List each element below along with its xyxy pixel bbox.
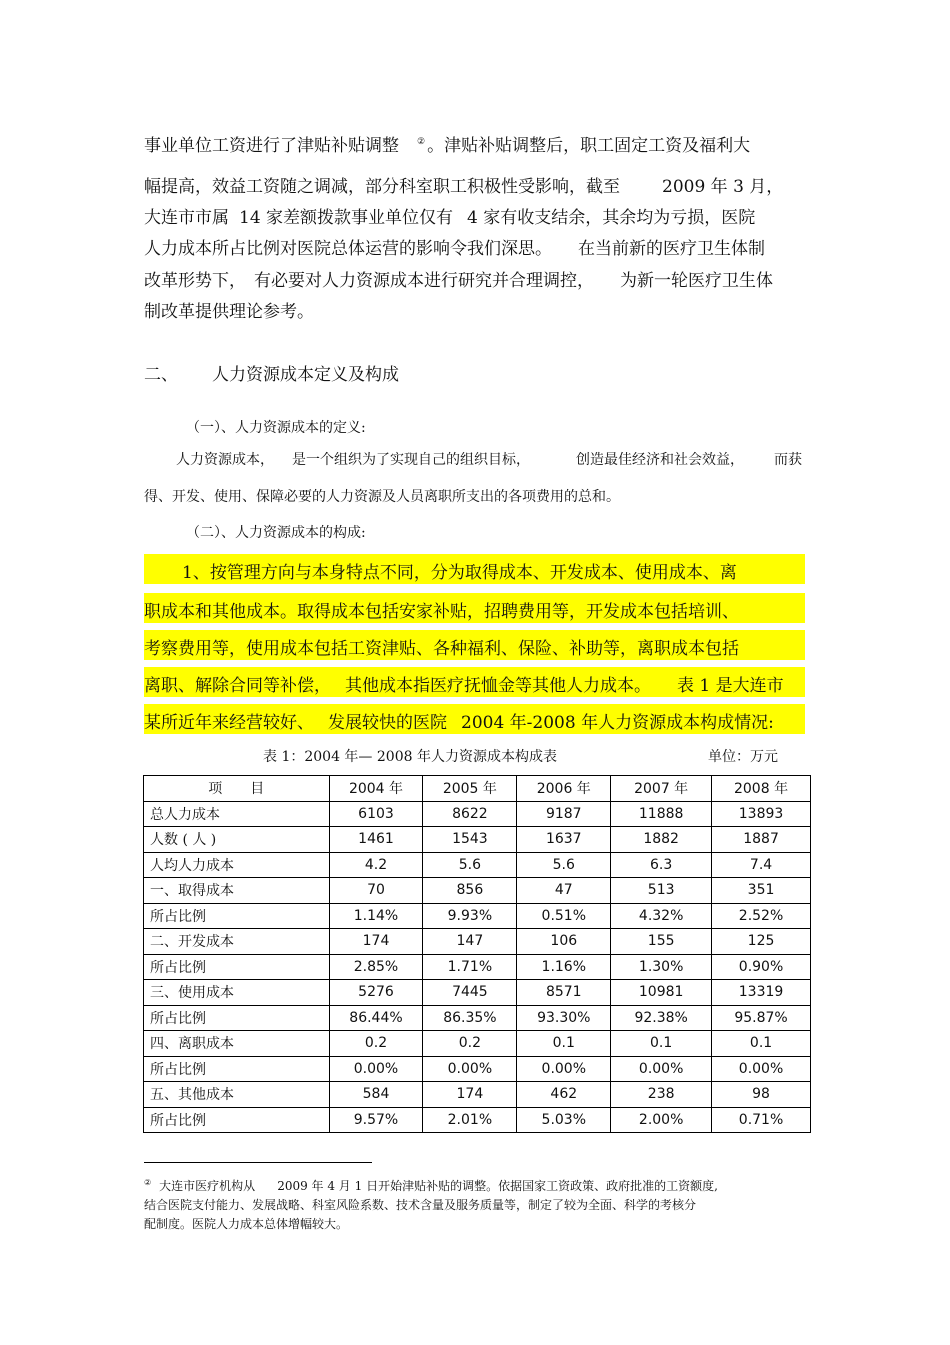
cell-value: 1543 xyxy=(423,827,517,853)
cell-value: 2.01% xyxy=(423,1107,517,1133)
text: 在当前新的医疗卫生体制 xyxy=(578,239,765,259)
text: 人力资源成本， xyxy=(176,452,274,468)
cell-value: 2.00% xyxy=(611,1107,712,1133)
cell-value: 9.93% xyxy=(423,903,517,929)
text: 职成本和其他成本。取得成本包括安家补贴，招聘费用等，开发成本包括培训、 xyxy=(144,602,739,622)
table-row xyxy=(144,801,811,827)
cell-value: 0.2 xyxy=(423,1031,517,1057)
cell-value: 0.1 xyxy=(712,1031,811,1057)
table-row xyxy=(144,852,811,878)
cell-value: 5276 xyxy=(329,980,423,1006)
cell-value: 351 xyxy=(712,878,811,904)
cell-value: 7.4 xyxy=(712,852,811,878)
paragraph-line xyxy=(144,172,783,197)
text: 制改革提供理论参考。 xyxy=(144,302,314,322)
cell-value: 1.14% xyxy=(329,903,423,929)
cell-value: 0.1 xyxy=(611,1031,712,1057)
footnote-ref[interactable]: ② xyxy=(417,137,426,148)
cell-value: 93.30% xyxy=(517,1005,611,1031)
highlight-line xyxy=(144,597,739,622)
text: 考察费用等，使用成本包括工资津贴、各种福利、保险、补助等，离职成本包括 xyxy=(144,639,739,659)
footnote-divider xyxy=(144,1162,372,1163)
row-label: 人均人力成本 xyxy=(144,852,330,878)
highlight-line xyxy=(144,708,774,733)
cell-value: 0.71% xyxy=(712,1107,811,1133)
cell-value: 462 xyxy=(517,1082,611,1108)
cell-value: 4.32% xyxy=(611,903,712,929)
text: 表 1 是大连市 xyxy=(677,676,784,696)
cell-value: 13893 xyxy=(712,801,811,827)
cell-value: 0.51% xyxy=(517,903,611,929)
text: 2009 年 3 月， xyxy=(662,177,784,197)
footnote-mark: ② xyxy=(144,1178,152,1187)
text: 得、开发、使用、保障必要的人力资源及人员离职所支出的各项费用的总和。 xyxy=(144,489,620,505)
text: 有必要对人力资源成本进行研究并合理调控， xyxy=(254,271,594,291)
text: 1、按管理方向与本身特点不同，分为取得成本、开发成本、使用成本、离 xyxy=(182,563,737,583)
cell-value: 7445 xyxy=(423,980,517,1006)
cell-value: 8571 xyxy=(517,980,611,1006)
text: 人力资源成本定义及构成 xyxy=(212,365,399,385)
table-caption: 表 1：2004 年— 2008 年人力资源成本构成表 xyxy=(263,749,557,765)
row-label: 五、其他成本 xyxy=(144,1082,330,1108)
text: 改革形势下， xyxy=(144,271,246,291)
text: 14 家差额拨款事业单位仅有 xyxy=(239,208,454,228)
text: 为新一轮医疗卫生体 xyxy=(620,271,773,291)
text: 发展较快的医院 xyxy=(328,713,447,733)
text: 大连市市属 xyxy=(144,208,229,228)
header-year: 2007 年 xyxy=(611,776,712,802)
subsection-heading xyxy=(186,522,366,542)
row-label: 人数 ( 人 ) xyxy=(144,827,330,853)
paragraph-line xyxy=(774,449,802,469)
cell-value: 856 xyxy=(423,878,517,904)
header-year: 2004 年 xyxy=(329,776,423,802)
cell-value: 47 xyxy=(517,878,611,904)
cell-value: 1461 xyxy=(329,827,423,853)
text: 事业单位工资进行了津贴补贴调整 xyxy=(144,136,399,156)
table-unit: 单位：万元 xyxy=(708,749,778,765)
footnote-line xyxy=(144,1215,348,1232)
text: 结合医院支付能力、发展战略、科室风险系数、技术含量及服务质量等，制定了较为全面、科学的考核分 xyxy=(144,1198,697,1212)
cost-table xyxy=(143,775,811,1133)
row-label: 三、使用成本 xyxy=(144,980,330,1006)
cell-value: 9.57% xyxy=(329,1107,423,1133)
cell-value: 174 xyxy=(423,1082,517,1108)
row-label: 所占比例 xyxy=(144,954,330,980)
paragraph-line xyxy=(144,234,765,259)
cell-value: 1637 xyxy=(517,827,611,853)
paragraph-line xyxy=(176,449,274,469)
highlight-line xyxy=(144,671,784,696)
header-year: 2006 年 xyxy=(517,776,611,802)
header-item: 项 目 xyxy=(144,776,330,802)
cell-value: 0.00% xyxy=(611,1056,712,1082)
highlight-line xyxy=(144,634,739,659)
footnote-line xyxy=(144,1196,696,1213)
cell-value: 0.00% xyxy=(517,1056,611,1082)
header-year: 2008 年 xyxy=(712,776,811,802)
cell-value: 125 xyxy=(712,929,811,955)
cell-value: 2.52% xyxy=(712,903,811,929)
subsection-heading xyxy=(186,417,366,437)
table-body xyxy=(144,801,811,1133)
text: 其他成本指医疗抚恤金等其他人力成本。 xyxy=(345,676,651,696)
paragraph-line xyxy=(144,203,755,228)
cell-value: 11888 xyxy=(611,801,712,827)
cell-value: 8622 xyxy=(423,801,517,827)
text: 。津贴补贴调整后，职工固定工资及福利大 xyxy=(427,136,751,156)
row-label: 二、开发成本 xyxy=(144,929,330,955)
text: （一）、人力资源成本的定义: xyxy=(186,420,366,436)
cell-value: 9187 xyxy=(517,801,611,827)
text: 而获 xyxy=(774,452,802,468)
section-heading xyxy=(144,360,178,385)
row-label: 总人力成本 xyxy=(144,801,330,827)
table-row xyxy=(144,1005,811,1031)
text: 离职、解除合同等补偿， xyxy=(144,676,331,696)
cell-value: 70 xyxy=(329,878,423,904)
cell-value: 0.1 xyxy=(517,1031,611,1057)
text: （二）、人力资源成本的构成: xyxy=(186,525,366,541)
text: 2004 年-2008 年人力资源成本构成情况: xyxy=(461,713,774,733)
table-row xyxy=(144,1107,811,1133)
cell-value: 95.87% xyxy=(712,1005,811,1031)
cell-value: 5.6 xyxy=(517,852,611,878)
cell-value: 0.00% xyxy=(423,1056,517,1082)
table-row xyxy=(144,1031,811,1057)
text: 某所近年来经营较好、 xyxy=(144,713,314,733)
header-year: 2005 年 xyxy=(423,776,517,802)
paragraph-line xyxy=(292,449,530,469)
section-number: 二、 xyxy=(144,365,178,385)
cell-value: 1.71% xyxy=(423,954,517,980)
cell-value: 0.90% xyxy=(712,954,811,980)
table-row xyxy=(144,827,811,853)
table-row xyxy=(144,1082,811,1108)
cell-value: 86.44% xyxy=(329,1005,423,1031)
cell-value: 1.16% xyxy=(517,954,611,980)
text: 创造最佳经济和社会效益， xyxy=(576,452,744,468)
cell-value: 1.30% xyxy=(611,954,712,980)
table-header-row xyxy=(144,776,811,802)
text: 2009 年 4 月 1 日开始津贴补贴的调整。依据国家工资政策、政府批准的工资额度, xyxy=(277,1179,718,1193)
row-label: 一、取得成本 xyxy=(144,878,330,904)
table-row xyxy=(144,1056,811,1082)
cell-value: 5.03% xyxy=(517,1107,611,1133)
table-row xyxy=(144,903,811,929)
text: 是一个组织为了实现自己的组织目标， xyxy=(292,452,530,468)
row-label: 所占比例 xyxy=(144,903,330,929)
cell-value: 2.85% xyxy=(329,954,423,980)
cell-value: 1882 xyxy=(611,827,712,853)
cell-value: 0.00% xyxy=(712,1056,811,1082)
row-label: 所占比例 xyxy=(144,1107,330,1133)
row-label: 所占比例 xyxy=(144,1005,330,1031)
paragraph-line xyxy=(144,266,773,291)
text: 人力成本所占比例对医院总体运营的影响令我们深思。 xyxy=(144,239,552,259)
text: 4 家有收支结余，其余均为亏损，医院 xyxy=(467,208,756,228)
table-row xyxy=(144,980,811,1006)
table-row xyxy=(144,878,811,904)
row-label: 四、离职成本 xyxy=(144,1031,330,1057)
cell-value: 98 xyxy=(712,1082,811,1108)
cell-value: 106 xyxy=(517,929,611,955)
cell-value: 238 xyxy=(611,1082,712,1108)
cell-value: 6103 xyxy=(329,801,423,827)
paragraph-line xyxy=(144,297,314,322)
highlight-line xyxy=(182,558,737,583)
cell-value: 1887 xyxy=(712,827,811,853)
footnote-line xyxy=(144,1177,718,1194)
cell-value: 92.38% xyxy=(611,1005,712,1031)
table-row xyxy=(144,954,811,980)
paragraph-line xyxy=(576,449,744,469)
text: 幅提高，效益工资随之调减，部分科室职工积极性受影响，截至 xyxy=(144,177,620,197)
cell-value: 4.2 xyxy=(329,852,423,878)
cell-value: 0.00% xyxy=(329,1056,423,1082)
cell-value: 10981 xyxy=(611,980,712,1006)
cell-value: 6.3 xyxy=(611,852,712,878)
paragraph-line xyxy=(144,131,750,156)
cell-value: 86.35% xyxy=(423,1005,517,1031)
section-title xyxy=(212,360,399,385)
table-row xyxy=(144,929,811,955)
row-label: 所占比例 xyxy=(144,1056,330,1082)
cell-value: 147 xyxy=(423,929,517,955)
cell-value: 174 xyxy=(329,929,423,955)
cell-value: 5.6 xyxy=(423,852,517,878)
text: 配制度。医院人力成本总体增幅较大。 xyxy=(144,1217,349,1231)
cell-value: 155 xyxy=(611,929,712,955)
text: 大连市医疗机构从 xyxy=(159,1179,256,1193)
cell-value: 513 xyxy=(611,878,712,904)
cell-value: 13319 xyxy=(712,980,811,1006)
cell-value: 0.2 xyxy=(329,1031,423,1057)
paragraph-line xyxy=(144,486,620,506)
cell-value: 584 xyxy=(329,1082,423,1108)
